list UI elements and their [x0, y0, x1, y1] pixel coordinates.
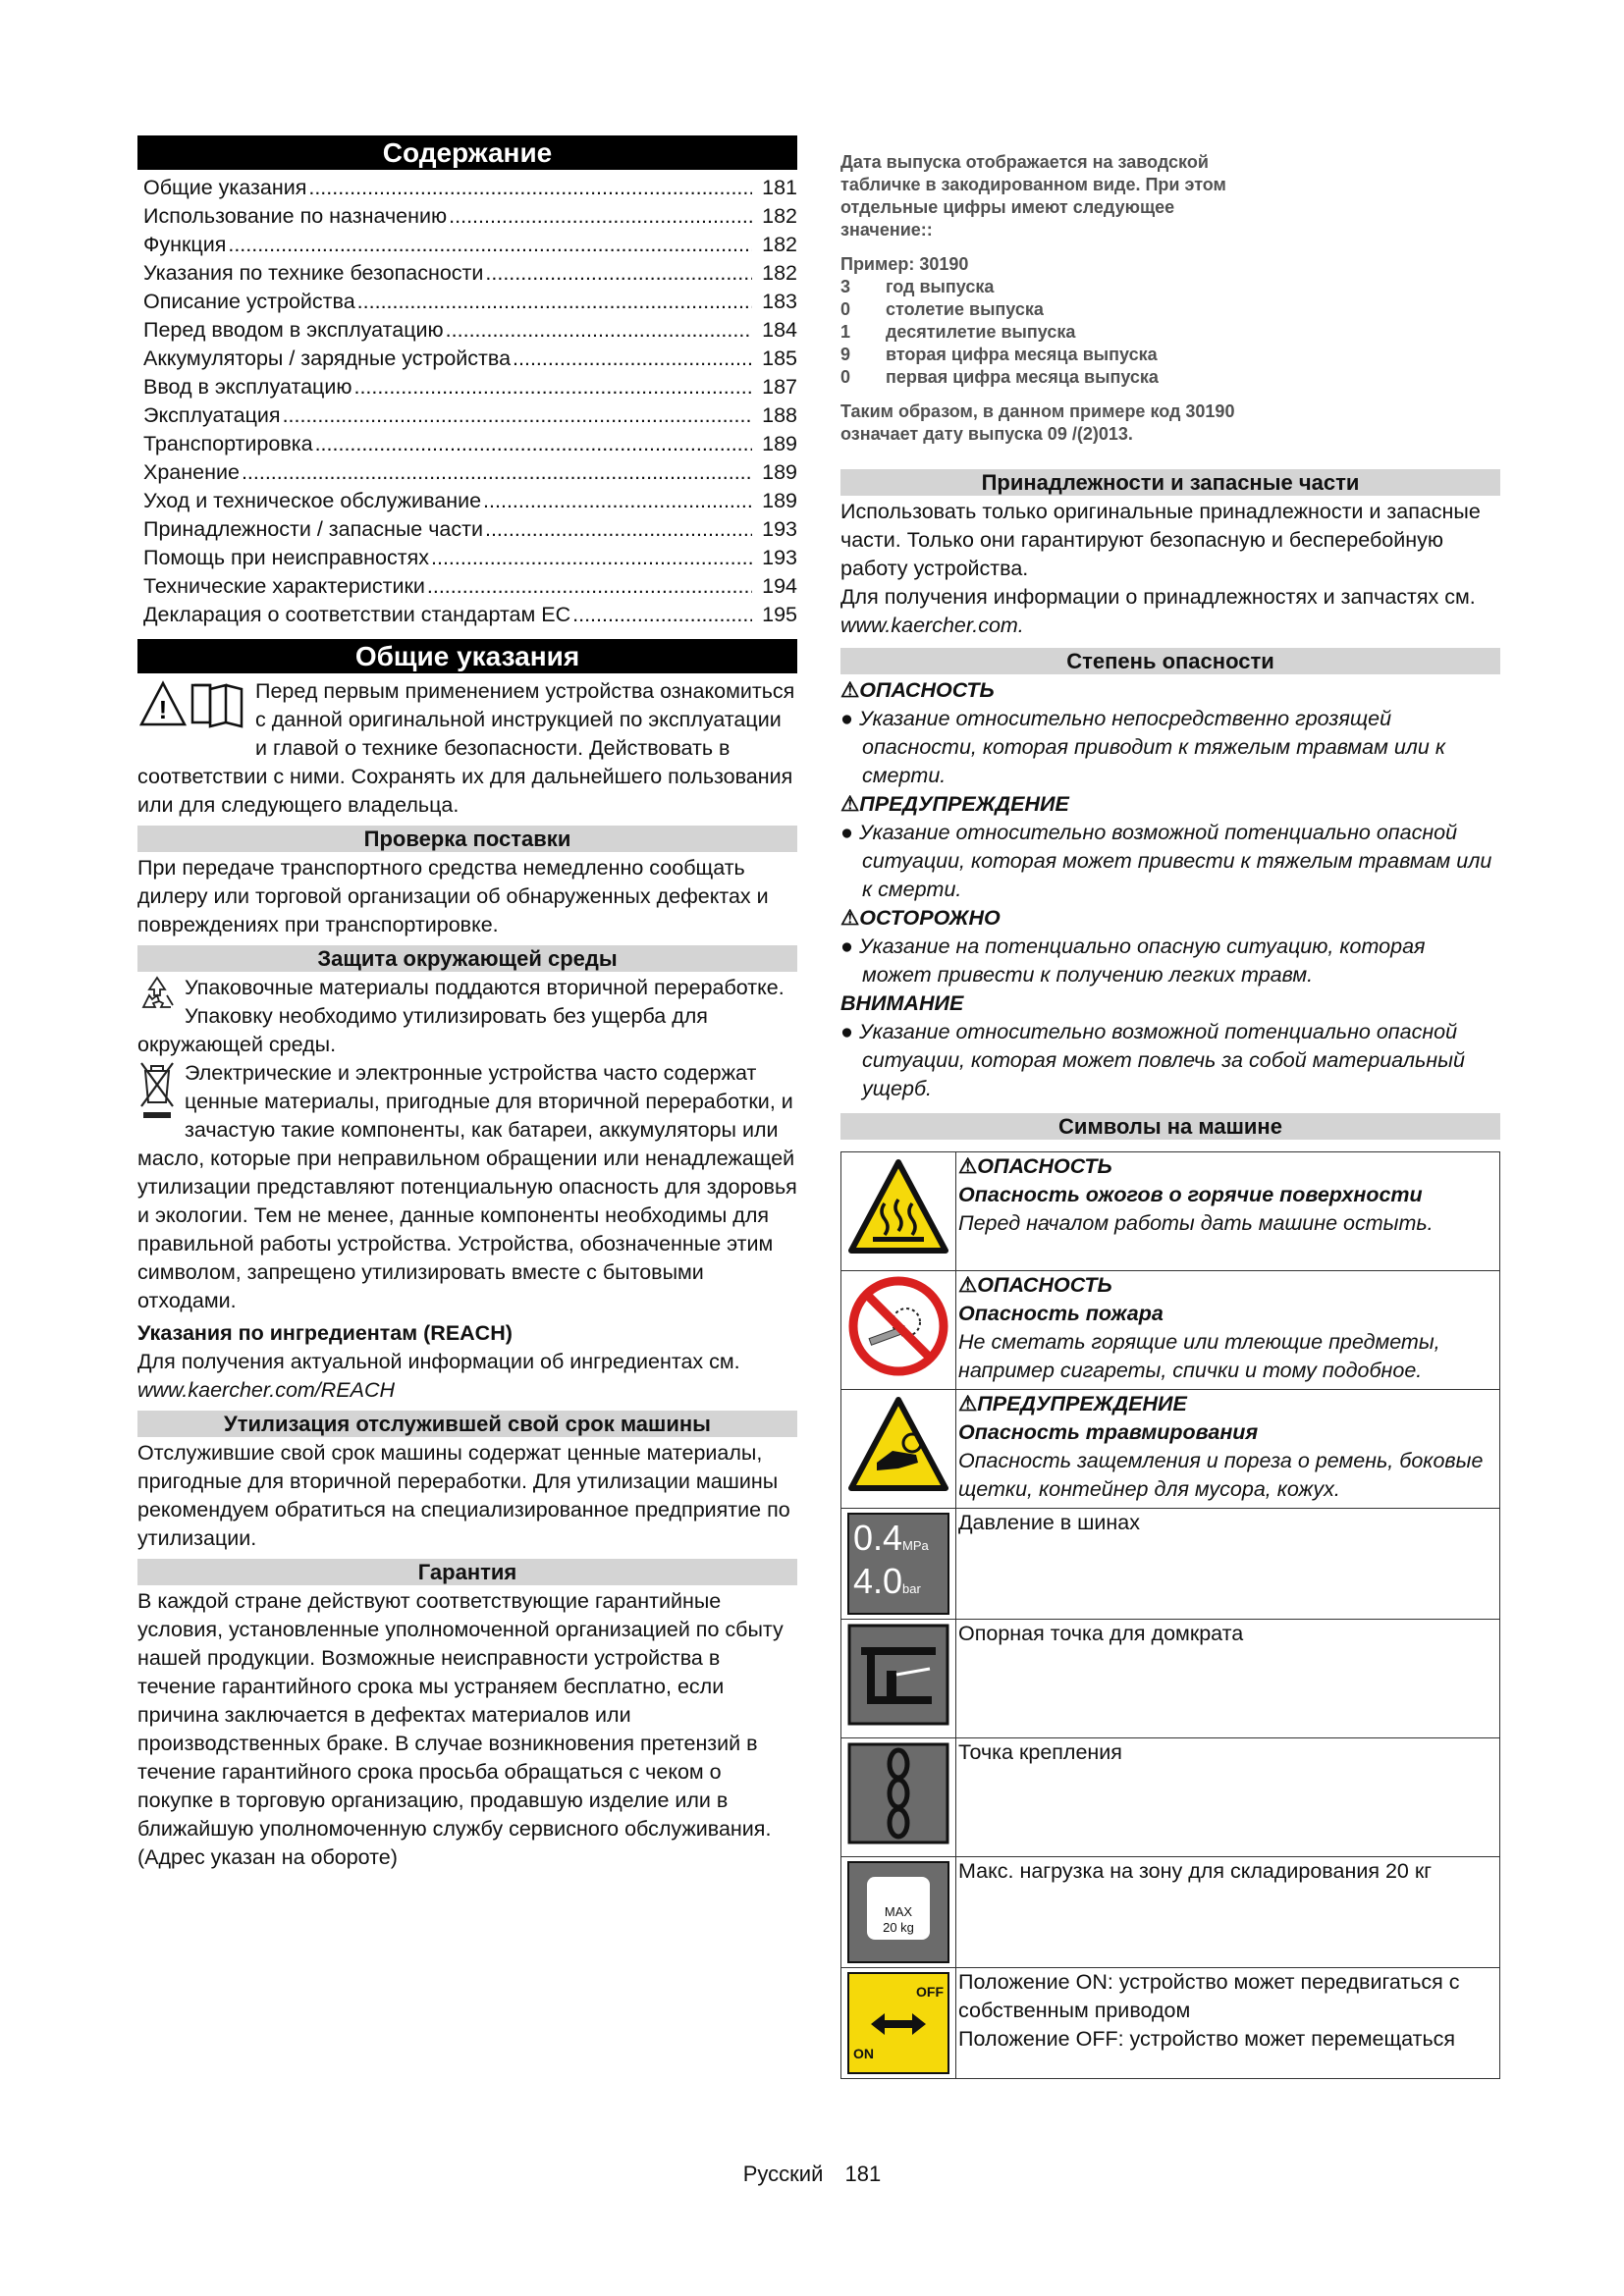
packaging-text: Упаковочные материалы поддаются вторичной переработке. Упаковку необходимо утилизировать без ущерба для окружающей среды.: [137, 976, 785, 1056]
hazard-level-text: ● Указание на потенциально опасную ситуацию, которая может привести к получению легких травм.: [840, 934, 1426, 987]
symbol-row: [841, 1271, 1500, 1390]
toc-entry-page: 181: [762, 176, 797, 199]
symbol-row: [841, 1620, 1500, 1738]
symbol-text: Перед началом работы дать машине остыть.: [958, 1211, 1434, 1235]
toc-title: Содержание: [137, 135, 797, 170]
date-code-meaning: десятилетие выпуска: [886, 322, 1076, 342]
delivery-text: При передаче транспортного средства немедленно сообщать дилеру или торговой организации об обнаруженных дефектах и повреждениях при транспортировке.: [137, 856, 769, 936]
toc-entry-page: 189: [762, 489, 797, 512]
toc-leader: [308, 174, 752, 202]
hazard-level: [840, 790, 1500, 904]
toc-leader: [513, 345, 752, 373]
warning-triangle-icon: ⚠: [840, 792, 860, 816]
toc-leader: [427, 572, 752, 601]
date-code-row: [840, 321, 1500, 344]
max-load-icon: MAX 20 kg: [847, 1861, 949, 1963]
general-intro-block: [137, 677, 797, 820]
no-fire-icon: [847, 1275, 949, 1377]
toc-entry[interactable]: [137, 259, 797, 288]
symbol-cell: [841, 1390, 956, 1509]
symbol-cell: [841, 1152, 956, 1271]
toc-entry-label: Помощь при неисправностях: [143, 546, 429, 569]
double-arrow-icon: [869, 2009, 928, 2039]
toc-entry-page: 189: [762, 460, 797, 484]
warranty-text: В каждой стране действуют соответствующие гарантийные условия, установленные уполномоченной организацией по сбыту нашей продукции. Возможные неисправности устройства в течение гарантийного срока мы устраняем бесплатно, если причина заключается в дефектах материалов или производственных браке. В случае возникновения претензий в течение гарантийного срока просьба обращаться с чеком о покупке в торговую организацию, продавшую изделие или в ближайшую уполномоченную службу сервисного обслуживания.: [137, 1589, 784, 1841]
crossed-bin-icon: [137, 1059, 177, 1132]
tire-pressure-icon: 0.4MPa 4.0bar: [847, 1513, 949, 1615]
symbol-row: [841, 1152, 1500, 1271]
toc-entry[interactable]: [137, 174, 797, 202]
toc-entry-label: Описание устройства: [143, 290, 355, 313]
symbol-text-2: Положение OFF: устройство может перемещаться: [958, 2027, 1456, 2051]
date-code-intro: Дата выпуска отображается на заводской табличке в закодированном виде. При этом отдельные цифры имеют следующее значение::: [840, 152, 1226, 240]
date-code-meaning: столетие выпуска: [886, 299, 1044, 319]
disposal-text: Отслужившие свой срок машины содержат ценные материалы, пригодные для вторичной переработки. Для утилизации машины рекомендуем обратиться на специализированное предприятие по утилизации.: [137, 1441, 790, 1550]
packaging-block: [137, 974, 797, 1059]
footer-page-number: 181: [844, 2162, 882, 2186]
symbol-row: [841, 1509, 1500, 1620]
symbol-cell: [841, 1857, 956, 1968]
reach-link[interactable]: www.kaercher.com/REACH: [137, 1378, 396, 1402]
toc-entry[interactable]: [137, 458, 797, 487]
toc-entry-label: Принадлежности / запасные части: [143, 517, 483, 541]
toc-leader: [485, 515, 752, 544]
reach-heading: Указания по ингредиентам (REACH): [137, 1321, 513, 1345]
date-code-row: [840, 276, 1500, 298]
toc-entry-page: 194: [762, 574, 797, 598]
accessories-link[interactable]: www.kaercher.com.: [840, 614, 1024, 637]
accessories-title: Принадлежности и запасные части: [840, 469, 1500, 496]
toc-entry[interactable]: [137, 373, 797, 401]
symbol-text: Давление в шинах: [958, 1511, 1140, 1534]
date-code-meaning: первая цифра месяца выпуска: [886, 367, 1159, 387]
hazard-level-text: ● Указание относительно возможной потенциально опасной ситуации, которая может повлечь за собой материальный ущерб.: [840, 1020, 1465, 1100]
page-footer: [0, 2160, 1624, 2188]
toc-entry[interactable]: [137, 316, 797, 345]
toc-entry-page: 185: [762, 347, 797, 370]
toc-entry-page: 182: [762, 233, 797, 256]
toc-entry-label: Эксплуатация: [143, 403, 281, 427]
hand-crush-icon: [847, 1394, 949, 1496]
toc-entry-label: Указания по технике безопасности: [143, 261, 484, 285]
toc-leader: [572, 601, 752, 629]
symbol-desc: ⚠ОПАСНОСТЬ Опасность ожогов о горячие поверхности Перед началом работы дать машине остыть.: [956, 1152, 1500, 1271]
toc-entry[interactable]: [137, 487, 797, 515]
general-title: Общие указания: [137, 639, 797, 673]
toc-entry-page: 182: [762, 204, 797, 228]
hazard-level-label: ОПАСНОСТЬ: [859, 678, 995, 702]
toc-entry-page: 188: [762, 403, 797, 427]
warning-triangle-icon: ⚠: [840, 678, 860, 702]
tie-down-chain-icon: [847, 1742, 949, 1844]
date-code-example: Пример: 30190: [840, 254, 969, 274]
symbol-cell: [841, 1738, 956, 1857]
toc-entry[interactable]: [137, 572, 797, 601]
warning-triangle-icon: ⚠: [958, 1273, 978, 1297]
date-code-row: [840, 344, 1500, 366]
hazard-level-text: ● Указание относительно возможной потенциально опасной ситуации, которая может привести к тяжелым травмам или к смерти.: [840, 821, 1492, 901]
svg-text:!: !: [158, 695, 168, 724]
toc-entry-page: 183: [762, 290, 797, 313]
toc-entry-page: 189: [762, 432, 797, 455]
hazard-level-text: ● Указание относительно непосредственно грозящей опасности, которая приводит к тяжелым травмам или к смерти.: [840, 707, 1446, 787]
toc-entry-label: Хранение: [143, 460, 240, 484]
reach-text: Для получения актуальной информации об ингредиентах см.: [137, 1350, 740, 1373]
hazard-level-label: ВНИМАНИЕ: [840, 991, 964, 1015]
toc-leader: [483, 487, 752, 515]
toc-entry[interactable]: [137, 515, 797, 544]
toc-leader: [228, 231, 752, 259]
toc-entry-page: 187: [762, 375, 797, 399]
accessories-text1: Использовать только оригинальные принадлежности и запасные части. Только они гарантируют безопасную и бесперебойную работу устройства.: [840, 500, 1481, 580]
date-code-digit: 9: [840, 345, 851, 364]
toc-entry-label: Функция: [143, 233, 227, 256]
electrical-text: Электрические и электронные устройства часто содержат ценные материалы, пригодные для вторичной переработки, и зачастую такие компоненты, как батареи, аккумуляторы или масло, которые при неправильном обращении или ненадлежащей утилизации представляют потенциальную опасность для здоровья и экологии. Тем не менее, данные компоненты необходимы для правильной работы устройства. Устройства, обозначенные этим символом, запрещено утилизировать вместе с бытовыми отходами.: [137, 1061, 797, 1312]
toc-entry-label: Аккумуляторы / зарядные устройства: [143, 347, 512, 370]
toc-entry-page: 193: [762, 517, 797, 541]
toc-leader: [485, 259, 752, 288]
toc-leader: [353, 373, 752, 401]
date-code-digit: 1: [840, 322, 851, 342]
symbol-text: Не сметать горящие или тлеющие предметы, например сигареты, спички и тому подобное.: [958, 1330, 1440, 1382]
toc-leader: [242, 458, 752, 487]
toc-entry-page: 195: [762, 603, 797, 626]
symbol-cell: [841, 1271, 956, 1390]
warranty-address: (Адрес указан на обороте): [137, 1845, 398, 1869]
symbol-desc: ⚠ПРЕДУПРЕЖДЕНИЕ Опасность травмирования Опасность защемления и пореза о ремень, боковые щетки, контейнер для мусора, кожух.: [956, 1390, 1500, 1509]
symbol-cell: [841, 1509, 956, 1620]
toc-entry-label: Общие указания: [143, 176, 307, 199]
date-code-block: [840, 135, 1500, 446]
toc-entry-label: Перед вводом в эксплуатацию: [143, 318, 444, 342]
toc-list: [137, 174, 797, 633]
toc-leader: [446, 316, 752, 345]
toc-entry-label: Использование по назначению: [143, 204, 448, 228]
electrical-block: [137, 1059, 797, 1315]
hazard-level: [840, 989, 1500, 1103]
hazard-level: [840, 676, 1500, 790]
general-intro-text: Перед первым применением устройства ознакомиться с данной оригинальной инструкцией по эксплуатации и главой о технике безопасности. Действовать в соответствии с ними. Сохранять их для дальнейшего пользования или для следующего владельца.: [137, 679, 795, 817]
hazard-title: Степень опасности: [840, 648, 1500, 674]
toc-entry[interactable]: [137, 601, 797, 629]
symbol-text: Положение ON: устройство может передвигаться с собственным приводом: [958, 1970, 1460, 2022]
warranty-title: Гарантия: [137, 1559, 797, 1585]
symbol-desc: [956, 1620, 1500, 1738]
toc-leader: [315, 430, 752, 458]
symbol-desc: [956, 1857, 1500, 1968]
recycling-icon: [137, 974, 177, 1021]
toc-entry-page: 182: [762, 261, 797, 285]
hot-surface-icon: [847, 1156, 949, 1258]
toc-entry-label: Технические характеристики: [143, 574, 425, 598]
date-code-digit: 3: [840, 277, 851, 296]
toc-leader: [357, 288, 752, 316]
symbol-row: [841, 1968, 1500, 2079]
toc-leader: [431, 544, 752, 572]
toc-entry[interactable]: [137, 401, 797, 430]
footer-language: Русский: [742, 2162, 824, 2186]
symbol-cell: [841, 1968, 956, 2079]
symbol-text: Макс. нагрузка на зону для складирования 20 кг: [958, 1859, 1433, 1883]
accessories-text2: [840, 583, 1500, 640]
disposal-title: Утилизация отслужившей свой срок машины: [137, 1411, 797, 1437]
date-code-row: [840, 366, 1500, 389]
symbol-row: [841, 1390, 1500, 1509]
hazard-level-label: ПРЕДУПРЕЖДЕНИЕ: [859, 792, 1069, 816]
symbol-cell: [841, 1620, 956, 1738]
symbol-text: Точка крепления: [958, 1740, 1122, 1764]
symbol-desc: [956, 1968, 1500, 2079]
toc-entry-page: 184: [762, 318, 797, 342]
warning-triangle-icon: ⚠: [840, 906, 860, 930]
jack-point-icon: [847, 1624, 949, 1726]
accessories-text2-body: Для получения информации о принадлежностях и запчастях см.: [840, 585, 1476, 609]
symbol-desc: [956, 1509, 1500, 1620]
toc-entry-label: Уход и техническое обслуживание: [143, 489, 482, 512]
hazard-level: [840, 904, 1500, 989]
delivery-title: Проверка поставки: [137, 826, 797, 852]
hazard-level-label: ОСТОРОЖНО: [859, 906, 1001, 930]
symbol-heading: Опасность травмирования: [958, 1420, 1259, 1444]
toc-entry[interactable]: [137, 345, 797, 373]
symbol-row: [841, 1738, 1500, 1857]
symbol-row: [841, 1857, 1500, 1968]
toc-entry[interactable]: [137, 231, 797, 259]
symbols-title: Символы на машине: [840, 1113, 1500, 1140]
date-code-conclusion: Таким образом, в данном примере код 30190 означает дату выпуска 09 /(2)013.: [840, 401, 1235, 444]
date-code-meaning: вторая цифра месяца выпуска: [886, 345, 1158, 364]
symbol-text: Опорная точка для домкрата: [958, 1622, 1244, 1645]
symbol-desc: ⚠ОПАСНОСТЬ Опасность пожара Не сметать горящие или тлеющие предметы, например сигареты, спички и тому подобное.: [956, 1271, 1500, 1390]
right-column: [840, 135, 1500, 2079]
date-code-digit: 0: [840, 299, 851, 319]
toc-leader: [449, 202, 752, 231]
toc-entry[interactable]: [137, 288, 797, 316]
toc-entry-label: Декларация о соответствии стандартам ЕС: [143, 603, 571, 626]
symbol-heading: Опасность ожогов о горячие поверхности: [958, 1183, 1423, 1206]
left-column: [137, 135, 797, 1872]
warning-triangle-icon: ⚠: [958, 1392, 978, 1415]
warning-triangle-icon: ⚠: [958, 1154, 978, 1178]
date-code-row: [840, 298, 1500, 321]
symbol-heading: Опасность пожара: [958, 1302, 1164, 1325]
toc-entry-label: Транспортировка: [143, 432, 313, 455]
symbol-desc: [956, 1738, 1500, 1857]
toc-leader: [283, 401, 752, 430]
toc-entry[interactable]: [137, 202, 797, 231]
symbols-table: [840, 1151, 1500, 2079]
toc-entry[interactable]: [137, 430, 797, 458]
date-code-digit: 0: [840, 367, 851, 387]
warning-read-manual-icon: [137, 679, 247, 738]
environment-title: Защита окружающей среды: [137, 945, 797, 972]
toc-entry[interactable]: [137, 544, 797, 572]
symbol-text: Опасность защемления и пореза о ремень, боковые щетки, контейнер для мусора, кожух.: [958, 1449, 1484, 1501]
toc-entry-page: 193: [762, 546, 797, 569]
date-code-meaning: год выпуска: [886, 277, 995, 296]
drive-on-off-icon: OFF ON: [847, 1972, 949, 2074]
toc-entry-label: Ввод в эксплуатацию: [143, 375, 352, 399]
